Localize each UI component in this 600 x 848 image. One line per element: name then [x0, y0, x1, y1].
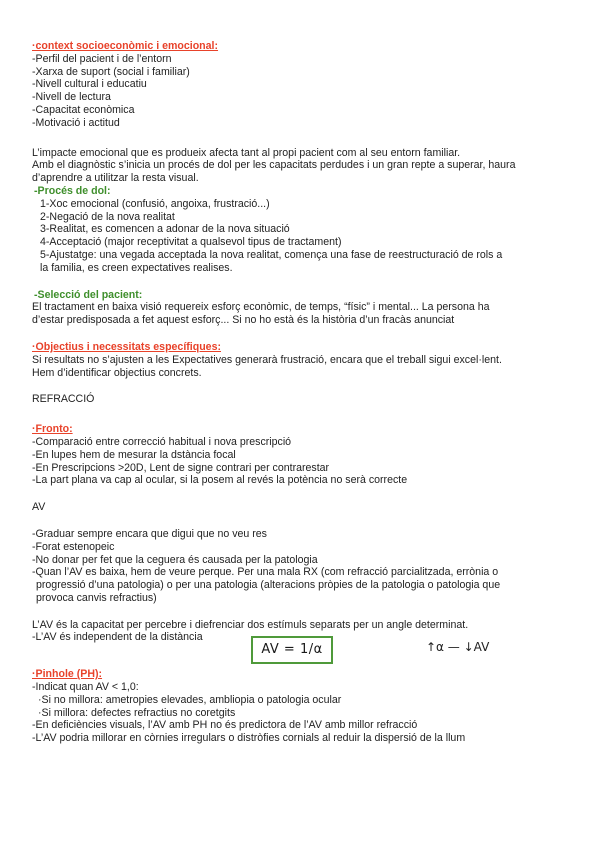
paragraph-line: Hem d’identificar objectius concrets.	[32, 366, 202, 379]
list-item: -Motivació i actitud	[32, 116, 120, 129]
list-item: -L’AV podria millorar en còrnies irregulars o distròfies cornials al reduir la dispersió de la llum	[32, 732, 466, 745]
list-item: 1-Xoc emocional (confusió, angoixa, frustració...)	[40, 197, 270, 210]
list-item: -En deficiències visuals, l’AV amb PH no és predictora de l’AV amb millor refracció	[32, 719, 418, 732]
list-item: -Nivell cultural i educatiu	[32, 78, 147, 91]
list-item: ·Si millora: defectes refractius no coretgits	[38, 706, 236, 719]
list-item: -Forat estenopeic	[32, 540, 115, 553]
list-item: -Perfil del pacient i de l’entorn	[32, 52, 172, 65]
list-item: 2-Negació de la nova realitat	[40, 210, 175, 223]
heading-context: ·context socioeconòmic i emocional:	[32, 40, 219, 52]
list-item: 5-Ajustatge: una vegada acceptada la nova realitat, comença una fase de reestructuració de rols a	[40, 248, 503, 261]
heading-av: AV	[32, 501, 46, 514]
paragraph-line: L’AV és la capacitat per percebre i diefrenciar dos estímuls separats per un angle determinat.	[32, 618, 469, 631]
heading-pinhole: ·Pinhole (PH):	[32, 668, 103, 681]
paragraph-line: -L’AV és independent de la distància	[32, 631, 203, 644]
list-item: -Nivell de lectura	[32, 91, 111, 104]
list-item: -Comparació entre correcció habitual i nova prescripció	[32, 435, 292, 448]
list-item: -La part plana va cap al ocular, si la posem al revés la potència no serà correcte	[32, 474, 408, 487]
paragraph-line: d’aprendre a utilitzar la resta visual.	[32, 172, 199, 185]
paragraph-line: Amb el diagnòstic s’inicia un procés de dol per les capacitats perdudes i un gran repte a superar, haura	[32, 159, 516, 172]
list-item: 4-Acceptació (major receptivitat a qualsevol tipus de tractament)	[40, 236, 342, 249]
heading-objectius: ·Objectius i necessitats específiques:	[32, 340, 221, 353]
list-item: provoca canvis refractius)	[36, 591, 157, 604]
paragraph-line: El tractament en baixa visió requereix esforç econòmic, de temps, “físic” i mental... La persona ha	[32, 301, 490, 314]
heading-proces-dol: -Procés de dol:	[34, 184, 111, 197]
list-item: -Graduar sempre encara que digui que no veu res	[32, 527, 267, 540]
paragraph-line: Si resultats no s’ajusten a les Expectatives generarà frustració, encara que el treball sigui excel·lent.	[32, 353, 502, 366]
heading-fronto: ·Fronto:	[32, 423, 73, 436]
list-item: -Quan l’AV es baixa, hem de veure perque. Per una mala RX (com refracció parcialitzada, errònia o	[32, 566, 499, 579]
av-angle-relation: ↑α — ↓AV	[426, 640, 490, 655]
list-item: -Indicat quan AV < 1,0:	[32, 681, 139, 694]
list-item: -En Prescripcions >20D, Lent de signe contrari per contrarestar	[32, 461, 330, 474]
formula-row	[32, 640, 572, 668]
notes-content	[32, 40, 572, 745]
list-item: ·Si no millora: ametropies elevades, ambliopia o patologia ocular	[38, 693, 342, 706]
heading-refraccio: REFRACCIÓ	[32, 393, 95, 406]
paragraph-line: d’estar predisposada a fet aquest esforç... Si no ho està és la història d’un fracàs anunciat	[32, 314, 455, 327]
av-formula-box: AV = 1/α	[251, 636, 333, 664]
paragraph-line: L’impacte emocional que es produeix afecta tant al propi pacient com al seu entorn familiar.	[32, 146, 461, 159]
list-item: -No donar per fet que la ceguera és causada per la patologia	[32, 553, 318, 566]
heading-seleccio: -Selecció del pacient:	[34, 288, 143, 301]
list-item: -Capacitat econòmica	[32, 103, 135, 116]
list-item: la familia, es creen expectatives realises.	[40, 261, 233, 274]
list-item: 3-Realitat, es comencen a adonar de la nova situació	[40, 223, 290, 236]
list-item: -En lupes hem de mesurar la dstància focal	[32, 448, 236, 461]
list-item: progressió d’una patologia) o per una patologia (alteracions pròpies de la patologia o patologia que	[36, 579, 501, 592]
list-item: -Xarxa de suport (social i familiar)	[32, 65, 190, 78]
